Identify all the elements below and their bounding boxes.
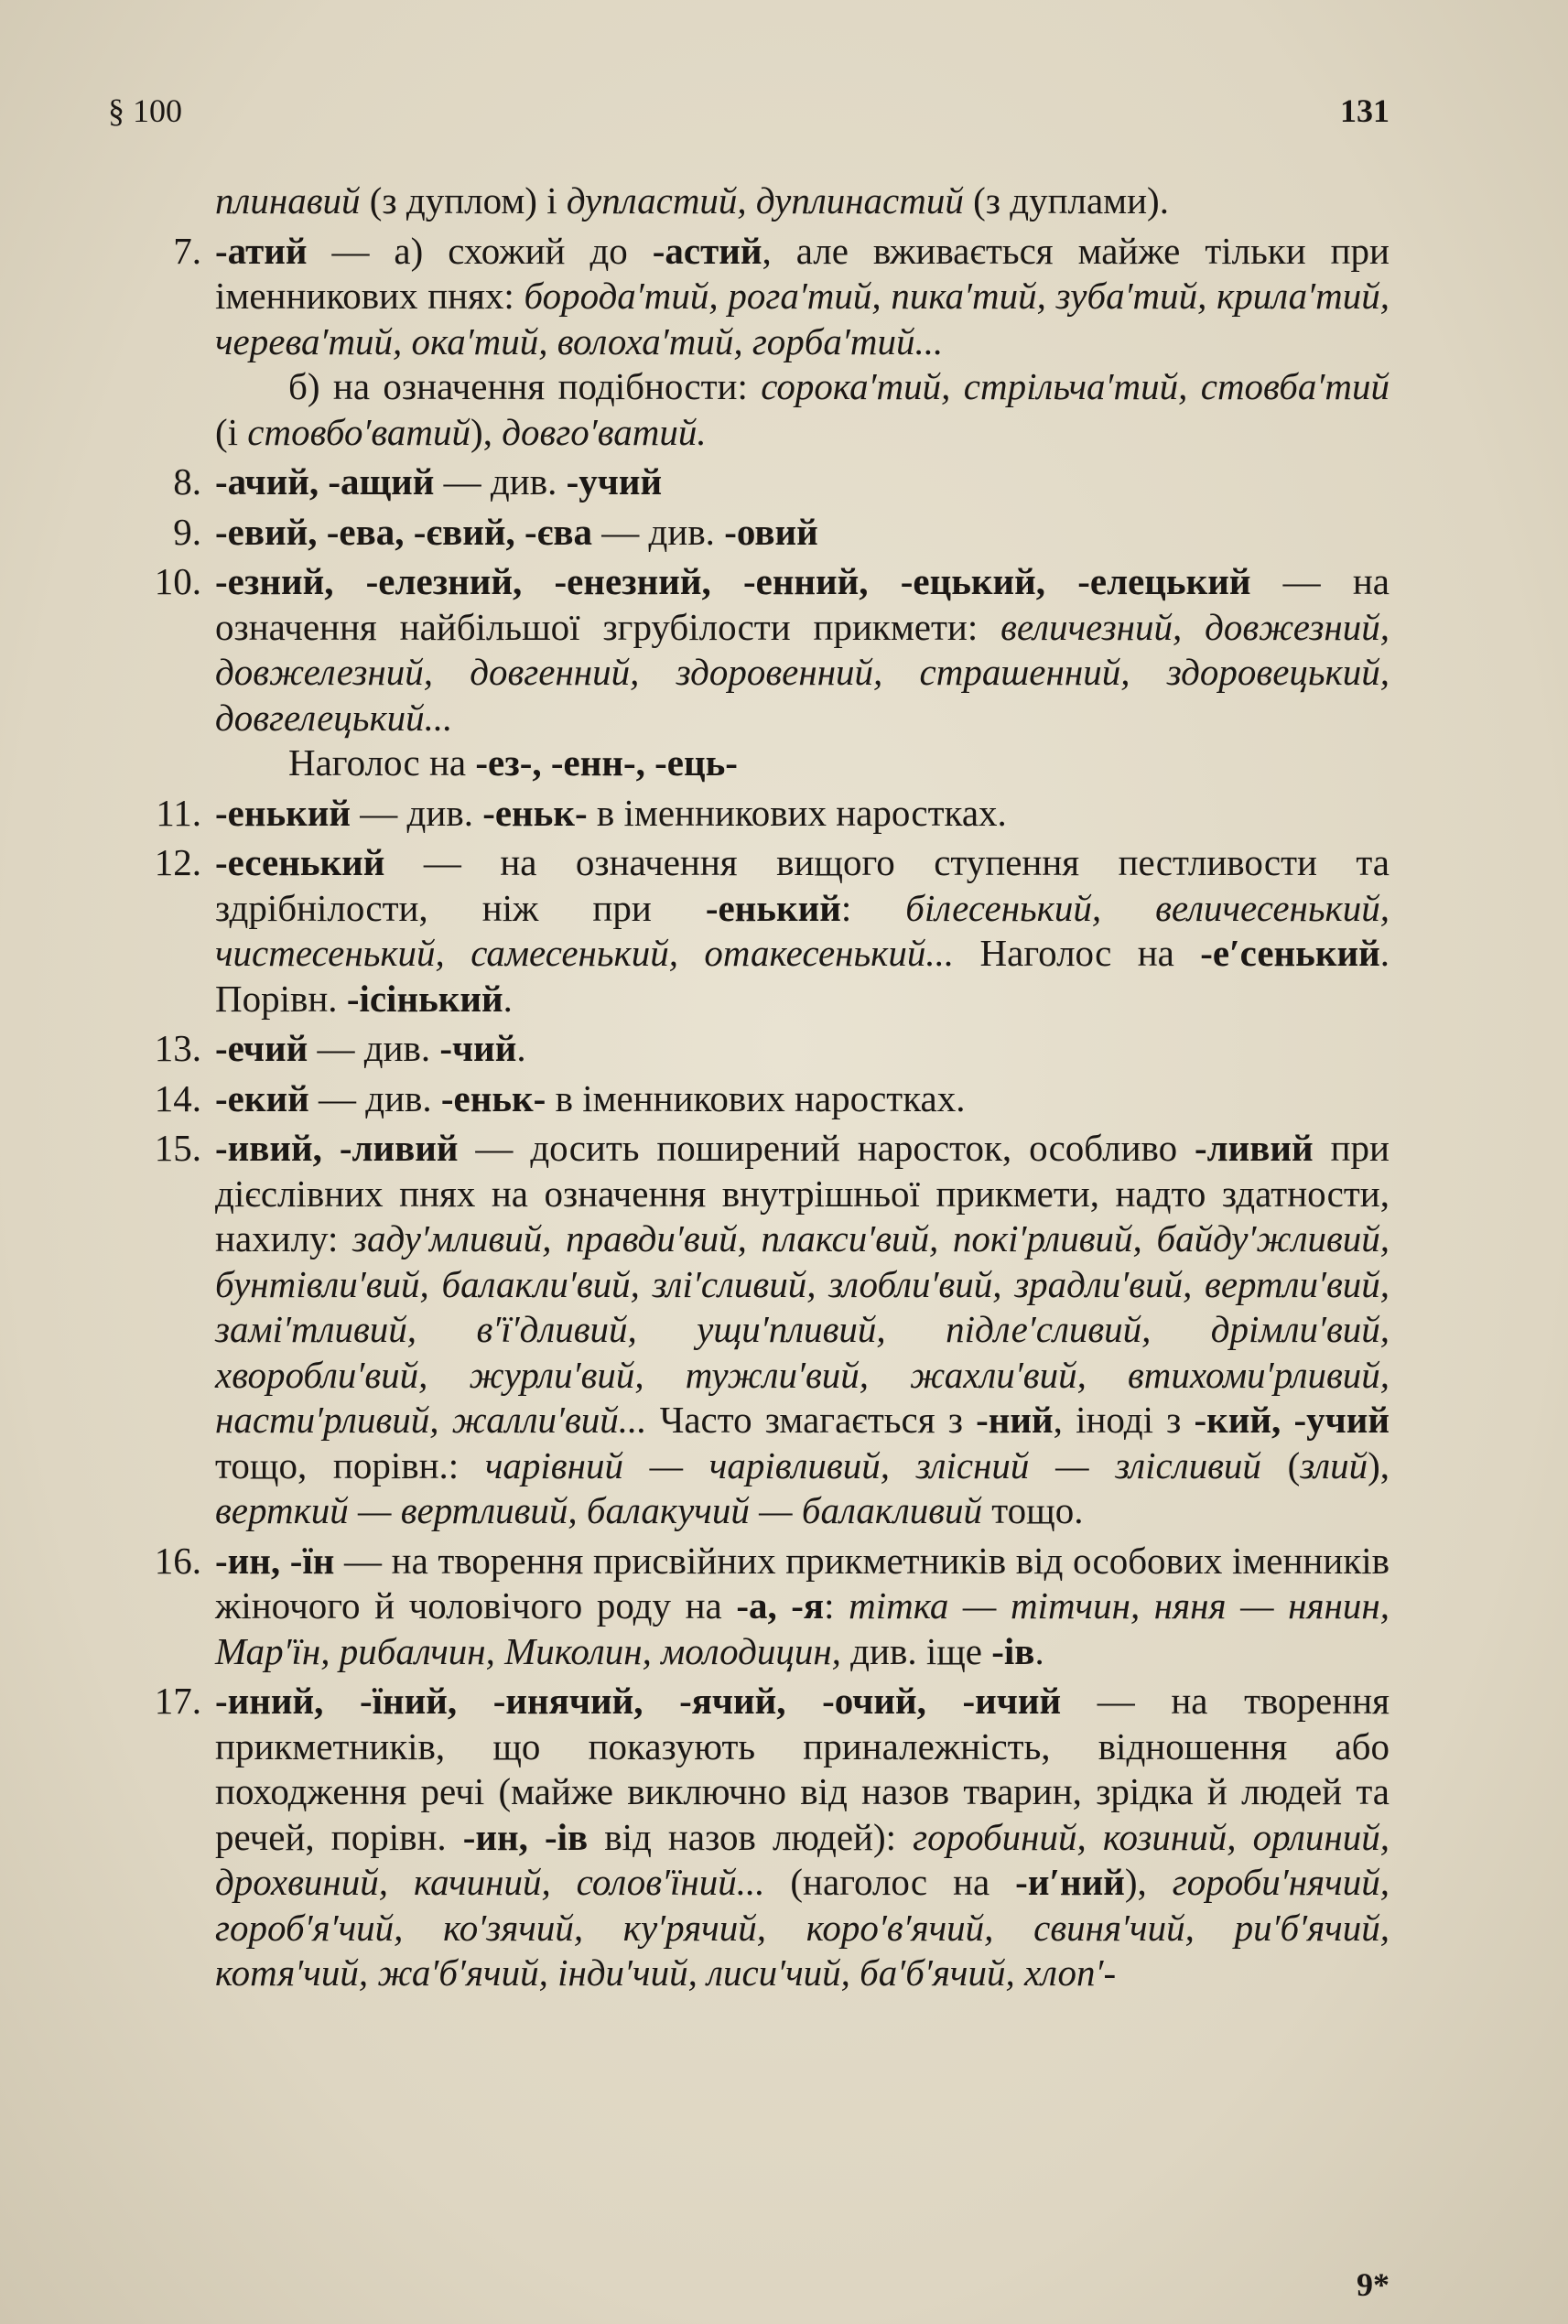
suffix-term: -евий, -ева, -євий, -єва [215,510,593,553]
page-header [108,92,1390,146]
entry-number: 13. [154,1027,201,1069]
body-text: тощо. [982,1489,1084,1531]
body-text: — на означення найбільшої згрубілости прикмети: [215,560,1390,648]
body-text: ), [1124,1861,1173,1903]
body-text: тощо, порівн.: [215,1443,485,1486]
entry-continuation [135,178,1390,224]
body-text: — на творення присвійних прикметників від особових іменників жіночого й чоловічого роду на [215,1539,1390,1627]
body-text: — досить поширений наросток, особливо [458,1127,1195,1169]
body-text: (з дуплами). [963,179,1169,222]
example-words: чарівний — чарівливий, злісний — злісливий [484,1443,1261,1486]
entry-8 [135,459,1390,505]
suffix-term: -ивий, -ливий [215,1127,459,1169]
body-text: : [824,1584,849,1627]
entry-number: 11. [156,791,201,834]
example-words: борода′тий, рога′тий, пика′тий, зуба′тий, крила′тий, черева′тий, ока′тий, волоха′тий, горба′тий... [215,275,1390,362]
example-words: стовбо′ватий [247,410,471,453]
body-text: , але вживається майже тільки при іменникових пнях: [215,229,1390,317]
body-text: в іменникових наростках. [587,791,1007,834]
entry-9 [135,510,1390,556]
body-text: , іноді з [1053,1399,1195,1441]
suffix-term: -енький [705,886,841,929]
suffix-term: -ин, -їн [215,1539,335,1582]
body-text: б) на означення подібности: [288,365,762,407]
body-text: : [840,886,906,929]
example-words: дупластий, дуплинастий [566,179,964,222]
suffix-term: -ливий [1195,1127,1314,1169]
suffix-term: -астий [652,229,762,272]
example-words: плинавий [215,179,361,222]
entry-13 [135,1026,1390,1072]
suffix-term: -атий [215,229,308,272]
suffix-term: -ин, -ів [462,1815,589,1858]
suffix-term: -ісінький [346,977,503,1020]
section-number: § 100 [108,92,182,129]
body-text: — на творення прикметників, що показують приналежність, відношення або походження речі (майже виключно від назов тварин, зрідка й людей та речей, порівн. [215,1680,1390,1858]
body-text: ), [1368,1443,1390,1486]
entry-10 [135,559,1390,740]
entry-number: 8. [173,460,201,503]
entry-12 [135,840,1390,1021]
suffix-term: -иний, -їний, -инячий, -ячий, -очий, -ичий [215,1680,1062,1722]
body-text: при дієслівних пнях на означення внутрішньої прикмети, надто здатности, нахилу: [215,1127,1390,1259]
example-words: тітка — тітчин, няня — нянин, Мар′їн, рибалчин, Миколин, молодицин, [215,1584,1390,1672]
page-body [135,178,1390,1996]
body-text: ), [470,410,503,453]
example-words: верткий — вертливий, балакучий — балакливий [215,1489,982,1531]
suffix-term: -ачий, -ащий [215,460,435,503]
suffix-term: -учий [566,460,663,503]
suffix-term: -и′ний [1015,1861,1125,1903]
suffix-term: -есенький [215,841,385,883]
entry-continuation [135,364,1390,455]
body-text: — див. [351,791,483,834]
entry-7 [135,229,1390,365]
body-text: в іменникових наростках. [546,1076,966,1119]
suffix-term: -езний, -елезний, -енезний, -енний, -ецький, -елецький [215,560,1251,602]
suffix-term: -ечий [215,1027,308,1069]
entry-number: 12. [154,841,201,883]
example-words: злий [1300,1443,1368,1486]
suffix-term: -а, -я [736,1584,825,1627]
entry-number: 7. [173,229,201,272]
entry-number: 14. [154,1076,201,1119]
body-text: Наголос на [288,741,476,784]
entry-number: 9. [173,510,201,553]
body-text: . Порівн. [215,932,1390,1020]
body-text: — див. [308,1027,440,1069]
body-text: — а) схожий до [307,229,653,272]
body-text: . [516,1027,526,1069]
suffix-term: -овий [724,510,818,553]
signature-mark: 9* [1357,2266,1390,2303]
body-text: див. іще [840,1629,992,1672]
suffix-term: -ний [976,1399,1054,1441]
suffix-term: -е′сенький [1200,932,1380,974]
suffix-term: -кий, -учий [1194,1399,1390,1441]
body-text: Часто змагається з [646,1399,977,1441]
body-text: . [503,977,513,1020]
entry-14 [135,1076,1390,1122]
body-text: . [1034,1629,1044,1672]
suffix-term: -ів [991,1629,1035,1672]
body-text: від назов людей): [588,1815,914,1858]
entry-number: 17. [154,1680,201,1722]
entry-number: 15. [154,1127,201,1169]
body-text: (з дуплом) і [360,179,567,222]
example-words: величезний, довжезний, довжелезний, довгенний, здоровенний, страшенний, здоровецький, довгелецький... [215,605,1390,739]
entry-17 [135,1679,1390,1996]
suffix-term: -екий [215,1076,309,1119]
example-words: горобиний, козиний, орлиний, дрохвиний, качиний, солов′їний... [215,1815,1390,1903]
example-words: заду′мливий, правди′вий, плакси′вий, покі′рливий, байду′жливий, бунтівли′вий, балакли′вий, злі′сливий, злобли′вий, зрадли′вий, вертли′вий, замі′тливий, в′ї′дливий, ущи′пливий, підле′сливий, дрімли′вий, хворобли′вий, журли′вий, тужли′вий, жахли′вий, втихоми′рливий, насти′рливий, жалли′вий... [215,1217,1390,1441]
body-text: — див. [592,510,725,553]
entry-continuation [135,740,1390,786]
suffix-term: -енький [215,791,351,834]
example-words: сорока′тий, стрільча′тий, стовба′тий [761,365,1390,407]
body-text: (наголос на [764,1861,1016,1903]
body-text: Наголос на [954,932,1201,974]
suffix-term: -еньк- [482,791,588,834]
body-text: — на означення вищого ступення пестливости та здрібнілости, ніж при [215,841,1390,929]
suffix-term: -чий [439,1027,517,1069]
entry-16 [135,1539,1390,1675]
entry-11 [135,791,1390,837]
example-words: гороби′нячий, гороб′я′чий, ко′зячий, ку′рячий, коро′в′ячий, свиня′чий, ри′б′ячий, котя′чий, жа′б′ячий, інди′чий, лиси′чий, ба′б′ячий, хлоп′- [215,1861,1390,1994]
entry-number: 10. [154,560,201,602]
example-words: білесенький, величесенький, чистесенький, самесенький, отакесенький... [215,886,1390,974]
page-number: 131 [1340,92,1390,129]
entry-number: 16. [154,1539,201,1582]
suffix-term: -еньк- [440,1076,546,1119]
body-text: — див. [434,460,567,503]
body-text: ( [1260,1443,1301,1486]
body-text: (і [215,410,248,453]
entry-15 [135,1126,1390,1534]
suffix-term: -ез-, -енн-, -ець- [475,741,738,784]
body-text: — див. [308,1076,441,1119]
example-words: довго′ватий. [502,410,707,453]
